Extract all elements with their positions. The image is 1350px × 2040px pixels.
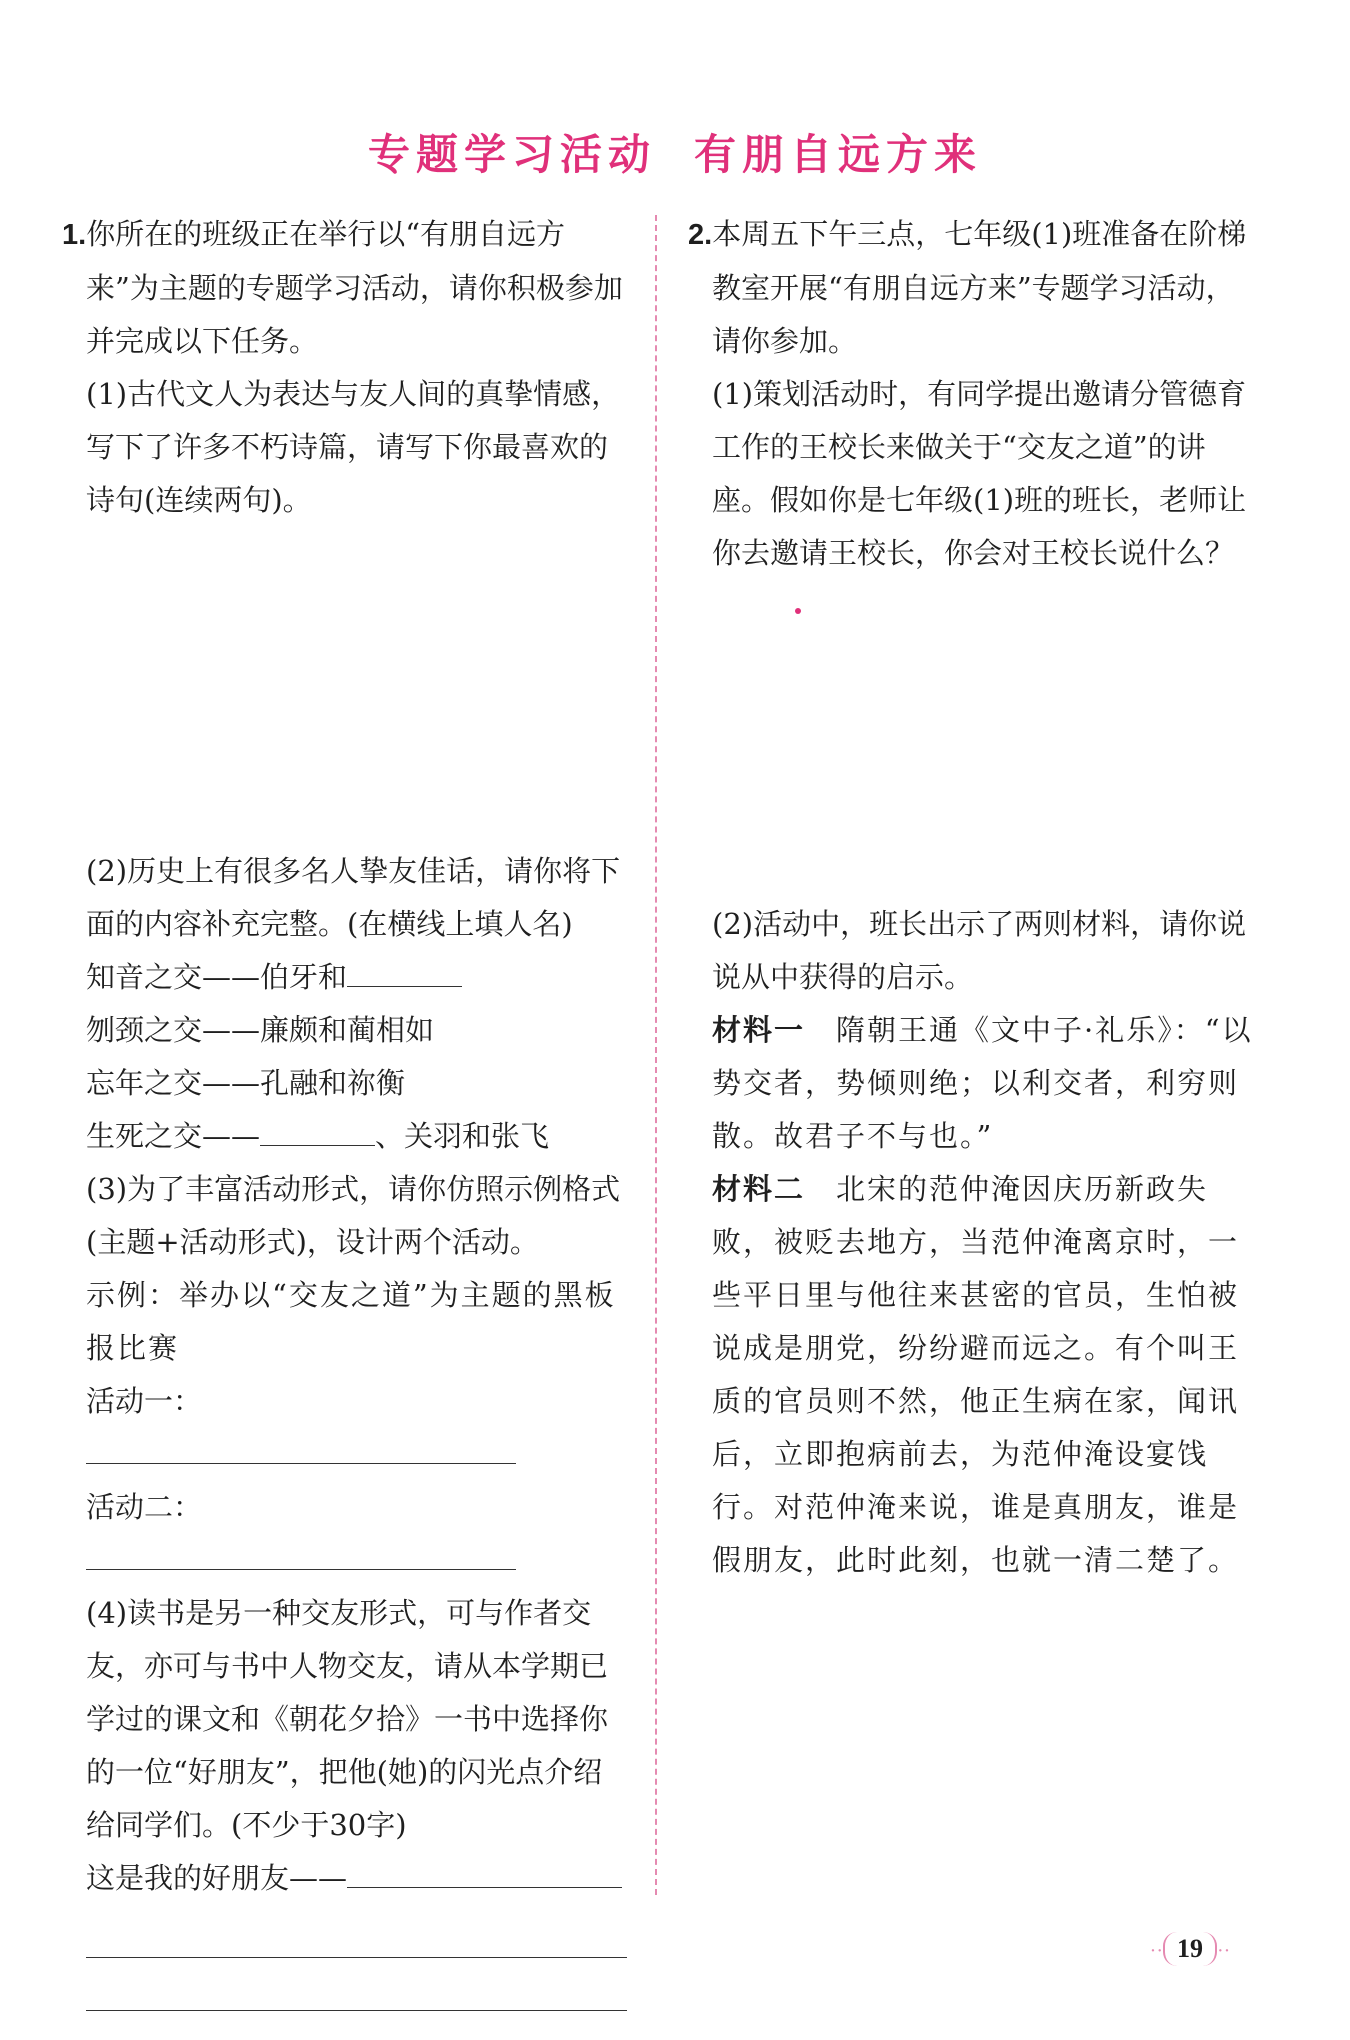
dots-icon: ·· [1217, 1940, 1231, 1962]
pair-4: 生死之交—— 、关羽和张飞 [62, 1110, 627, 1163]
title-part2: 有朋自远方来 [694, 130, 983, 179]
dots-icon: ·· [1149, 1940, 1163, 1962]
q2-sub2: (2)活动中，班长出示了两则材料，请你说说从中获得的启示。 [712, 907, 1247, 994]
question-2 [688, 208, 1253, 1587]
q1-sub4: (4)读书是另一种交友形式，可与作者交友，亦可与书中人物交友，请从本学期已学过的课文和《朝花夕拾》一书中选择你的一位“好朋友”，把他(她)的闪光点介绍给同学们。(不少于30字) [86, 1596, 609, 1842]
q1-sub2: (2)历史上有很多名人挚友佳话，请你将下面的内容补充完整。(在横线上填人名) [86, 854, 621, 941]
page-number: ·· 19 ·· [1130, 1932, 1250, 1966]
question-1 [62, 208, 627, 2011]
pair-3: 忘年之交——孔融和祢衡 [86, 1066, 406, 1100]
q1-sub1-answer-space[interactable] [62, 527, 627, 845]
material-2: 材料二 北宋的范仲淹因庆历新政失败，被贬去地方，当范仲淹离京时，一些平日里与他往来甚密的官员，生怕被说成是朋党，纷纷避而远之。有个叫王质的官员则不然，他正生病在家，闻讯后，立即抱病前去，为范仲淹设宴饯行。对范仲淹来说，谁是真朋友，谁是假朋友，此时此刻，也就一清二楚了。 [712, 1172, 1240, 1577]
activity-2-blank[interactable] [86, 1539, 516, 1570]
pair-4-blank[interactable] [260, 1115, 375, 1146]
pair-1: 知音之交——伯牙和 [62, 951, 627, 1004]
q2-sub1: (1)策划活动时，有同学提出邀请分管德育工作的王校长来做关于“交友之道”的讲座。假如你是七年级(1)班的班长，老师让你去邀请王校长，你会对王校长说什么？ [712, 377, 1247, 570]
q1-intro: 1.你所在的班级正在举行以“有朋自远方来”为主题的专题学习活动，请你积极参加并完成以下任务。 [62, 217, 623, 358]
q1-example: 示例：举办以“交友之道”为主题的黑板报比赛 [86, 1278, 616, 1365]
q1-sub3: (3)为了丰富活动形式，请你仿照示例格式(主题+活动形式)，设计两个活动。 [86, 1172, 621, 1259]
pair-2: 刎颈之交——廉颇和蔺相如 [86, 1013, 435, 1047]
pink-dot-mark [795, 608, 801, 614]
activity-1: 活动一： [62, 1375, 627, 1481]
friend-blank[interactable] [347, 1857, 622, 1888]
pair-1-blank[interactable] [347, 956, 462, 987]
material-1: 材料一 隋朝王通《文中子·礼乐》：“以势交者，势倾则绝；以利交者，利穷则散。故君子不与也。” [712, 1013, 1253, 1153]
friend-line: 这是我的好朋友—— [62, 1852, 627, 1905]
page-title [0, 122, 1350, 182]
q2-sub1-answer-space[interactable] [688, 580, 1253, 898]
q1-sub1: (1)古代文人为表达与友人间的真挚情感，写下了许多不朽诗篇，请写下你最喜欢的诗句(连续两句)。 [86, 377, 621, 517]
answer-line-2[interactable] [86, 1958, 627, 2011]
q2-intro: 2.本周五下午三点，七年级(1)班准备在阶梯教室开展“有朋自远方来”专题学习活动，请你参加。 [688, 217, 1247, 358]
activity-1-blank[interactable] [86, 1433, 516, 1464]
title-part1: 专题学习活动 [367, 130, 656, 179]
activity-2: 活动二： [62, 1481, 627, 1587]
column-divider [655, 215, 657, 1895]
answer-line-1[interactable] [86, 1905, 627, 1958]
